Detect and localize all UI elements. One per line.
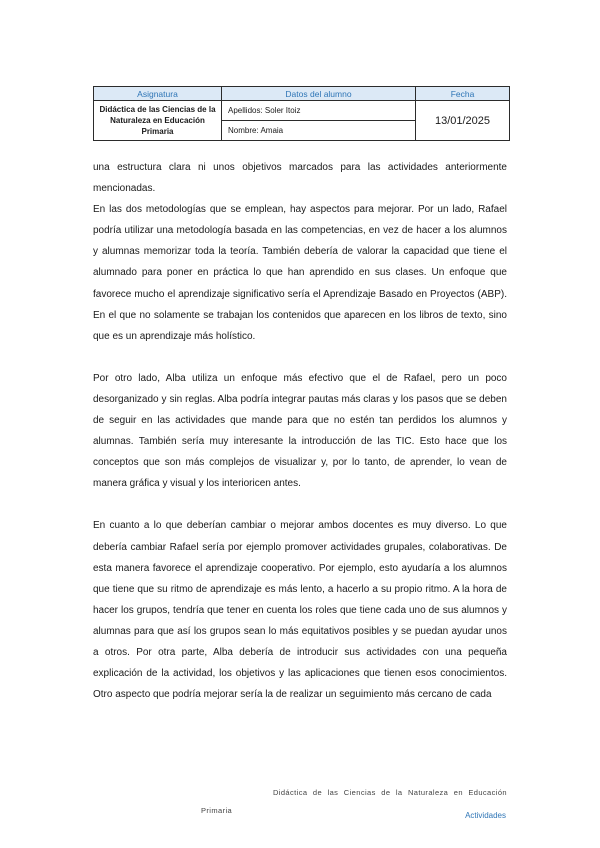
subject-value: Didáctica de las Ciencias de la Naturaleza en Educación Primaria: [94, 101, 222, 141]
column-header-student: Datos del alumno: [222, 87, 416, 101]
paragraph: En las dos metodologías que se emplean, hay aspectos para mejorar. Por un lado, Rafael podría utilizar una metodología basada en las competencias, en vez de hacer a los alumnos y alumnas memorizar toda la teoría. También debería de valorar la capacidad que tiene el alumnado para poner en práctica lo que han aprendido en sus clases. Un enfoque que favorece mucho el aprendizaje significativo sería el Aprendizaje Basado en Proyectos (ABP). En el que no solamente se trabajan los contenidos que aparecen en los libros de texto, sino que es un aprendizaje más holístico.: [93, 204, 507, 342]
column-header-date: Fecha: [416, 87, 510, 101]
data-row: [94, 101, 510, 121]
footer-section-label: Actividades: [465, 811, 506, 820]
column-header-subject: Asignatura: [94, 87, 222, 101]
paragraph: En cuanto a lo que deberían cambiar o mejorar ambos docentes es muy diverso. Lo que debería cambiar Rafael sería por ejemplo promover actividades grupales, colaborativas. De esta manera favorece el aprendizaje cooperativo. Por ejemplo, esto ayudaría a los alumnos que tiene que su ritmo de aprendizaje es más lento, a hacerlo a su propio ritmo. A la hora de hacer los grupos, tendría que tener en cuenta los roles que tiene cada uno de sus alumnos y alumnas para que así los grupos sean lo más equitativos posibles y se puedan ayudar unos a otros. Por otra parte, Alba debería de introducir sus actividades con una pequeña explicación de la actividad, los objetivos y las aplicaciones que tienen esos conocimientos. Otro aspecto que podría mejorar sería la de realizar un seguimiento más cercano de cada: [93, 520, 507, 701]
footer-subject-title: [93, 784, 507, 820]
student-name: Nombre: Amaia: [222, 121, 416, 141]
footer-title-line2: Primaria: [201, 806, 233, 815]
footer-title-line1: Didáctica de las Ciencias de la Naturaleza en Educación: [272, 788, 507, 797]
date-value: 13/01/2025: [416, 101, 510, 141]
body-text: [93, 157, 507, 705]
paragraph: una estructura clara ni unos objetivos marcados para las actividades anteriormente mencionadas.: [93, 162, 507, 195]
paragraph: Por otro lado, Alba utiliza un enfoque más efectivo que el de Rafael, pero un poco desorganizado y sin reglas. Alba podría integrar pautas más claras y los pasos que se deben de seguir en las actividades que mande para que no estén tan perdidos los alumnos y alumnas. También sería muy interesante la introducción de las TIC. Esto hace que los conceptos que son más complejos de visualizar y, por lo tanto, de aprender, lo vean de manera gráfica y visual y los interioricen antes.: [93, 372, 507, 490]
student-surnames: Apellidos: Soler Itoiz: [222, 101, 416, 121]
header-row: [94, 87, 510, 101]
header-table: [93, 86, 510, 141]
